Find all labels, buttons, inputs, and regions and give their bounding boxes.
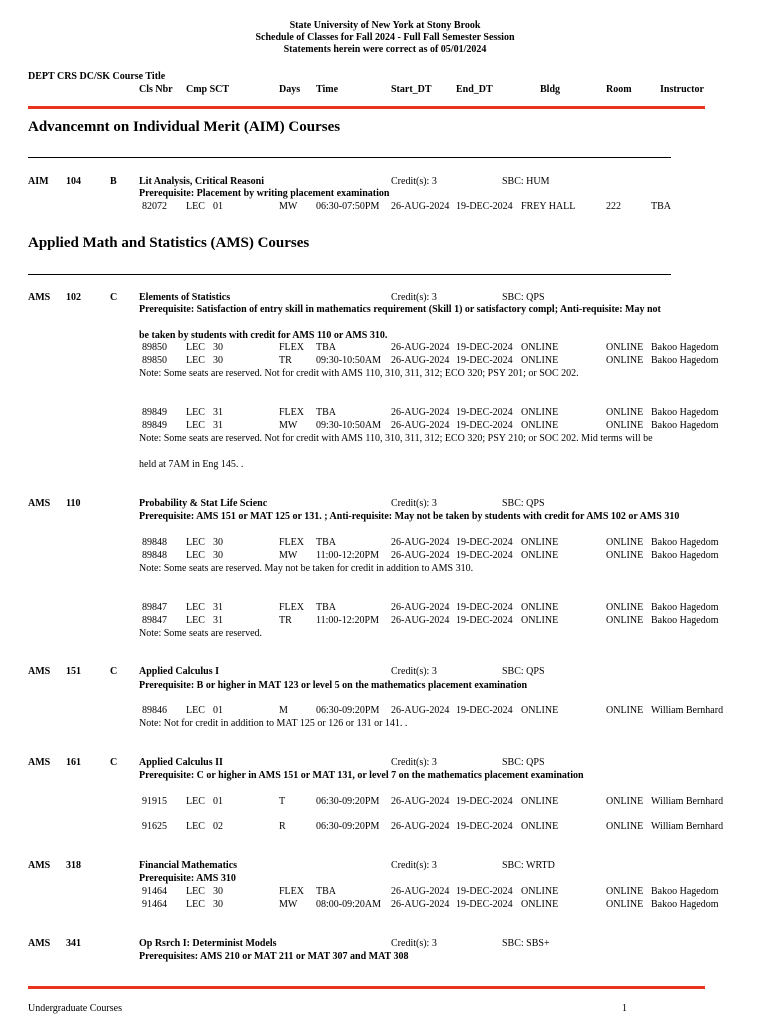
class-sct: 01 — [213, 705, 223, 716]
class-start: 26-AUG-2024 — [391, 550, 450, 561]
col-days: Days — [279, 84, 301, 95]
course-credits: Credit(s): 3 — [391, 938, 437, 949]
class-end: 19-DEC-2024 — [456, 821, 513, 832]
class-start: 26-AUG-2024 — [391, 355, 450, 366]
class-start: 26-AUG-2024 — [391, 407, 450, 418]
course-title: Applied Calculus II — [139, 757, 223, 768]
class-cmp: LEC — [186, 201, 205, 212]
class-nbr: 91464 — [142, 899, 167, 910]
class-room: ONLINE — [606, 550, 644, 561]
class-instructor: Bakoo Hagedom — [651, 420, 719, 431]
class-room: ONLINE — [606, 886, 644, 897]
class-end: 19-DEC-2024 — [456, 705, 513, 716]
class-instructor: Bakoo Hagedom — [651, 886, 719, 897]
footer-label: Undergraduate Courses — [28, 1003, 122, 1014]
class-end: 19-DEC-2024 — [456, 602, 513, 613]
course-dept: AIM — [28, 176, 49, 187]
class-days: FLEX — [279, 342, 304, 353]
col-end: End_DT — [456, 84, 493, 95]
class-time: 09:30-10:50AM — [316, 420, 381, 431]
class-start: 26-AUG-2024 — [391, 886, 450, 897]
course-sbc: SBC: QPS — [502, 292, 545, 303]
class-note: Note: Some seats are reserved. Not for credit with AMS 110, 310, 311, 312; ECO 320; PSY 201; or SOC 202. — [139, 368, 579, 379]
class-sct: 01 — [213, 201, 223, 212]
class-time: TBA — [316, 537, 336, 548]
class-end: 19-DEC-2024 — [456, 355, 513, 366]
course-sbc: SBC: QPS — [502, 498, 545, 509]
course-number: 110 — [66, 498, 81, 509]
class-time: 11:00-12:20PM — [316, 615, 379, 626]
class-room: ONLINE — [606, 821, 644, 832]
class-room: ONLINE — [606, 615, 644, 626]
class-time: 11:00-12:20PM — [316, 550, 379, 561]
class-time: 06:30-09:20PM — [316, 796, 380, 807]
class-nbr: 91915 — [142, 796, 167, 807]
course-sbc: SBC: WRTD — [502, 860, 555, 871]
course-prereq: Prerequisite: AMS 310 — [139, 873, 236, 884]
class-instructor: William Bernhard — [651, 796, 724, 807]
class-room: ONLINE — [606, 355, 644, 366]
class-nbr: 89849 — [142, 420, 167, 431]
col-start: Start_DT — [391, 84, 432, 95]
class-bldg: FREY HALL — [521, 201, 576, 212]
course-number: 102 — [66, 292, 81, 303]
col-bldg: Bldg — [540, 84, 561, 95]
course-sbc: SBC: HUM — [502, 176, 550, 187]
class-end: 19-DEC-2024 — [456, 537, 513, 548]
class-days: T — [279, 796, 286, 807]
class-bldg: ONLINE — [521, 602, 559, 613]
course-number: 161 — [66, 757, 81, 768]
course-number: 151 — [66, 666, 81, 677]
course-dept: AMS — [28, 860, 51, 871]
class-days: MW — [279, 550, 298, 561]
class-end: 19-DEC-2024 — [456, 407, 513, 418]
class-cmp: LEC — [186, 550, 205, 561]
course-dcsk: C — [110, 666, 118, 677]
class-cmp: LEC — [186, 821, 205, 832]
class-days: TR — [279, 355, 292, 366]
class-cmp: LEC — [186, 342, 205, 353]
class-start: 26-AUG-2024 — [391, 615, 450, 626]
section-title-aim: Advancemnt on Individual Merit (AIM) Courses — [28, 119, 341, 135]
class-sct: 31 — [213, 602, 223, 613]
class-start: 26-AUG-2024 — [391, 602, 450, 613]
class-note: Note: Some seats are reserved. Not for credit with AMS 110, 310, 311, 312; ECO 320; PSY 210; or SOC 202. Mid terms will be — [139, 433, 653, 444]
class-nbr: 89847 — [142, 615, 167, 626]
class-instructor: Bakoo Hagedom — [651, 550, 719, 561]
class-end: 19-DEC-2024 — [456, 342, 513, 353]
section-divider — [28, 274, 671, 275]
class-end: 19-DEC-2024 — [456, 201, 513, 212]
course-dept: AMS — [28, 292, 51, 303]
col-cls-nbr: Cls Nbr — [139, 84, 173, 95]
course-prereq: Prerequisite: B or higher in MAT 123 or level 5 on the mathematics placement examination — [139, 680, 528, 691]
class-days: MW — [279, 201, 298, 212]
course-dept: AMS — [28, 757, 51, 768]
class-start: 26-AUG-2024 — [391, 796, 450, 807]
class-instructor: William Bernhard — [651, 705, 724, 716]
course-dept: AMS — [28, 498, 51, 509]
class-bldg: ONLINE — [521, 886, 559, 897]
course-number: 341 — [66, 938, 81, 949]
class-bldg: ONLINE — [521, 899, 559, 910]
course-prereq: Prerequisite: AMS 151 or MAT 125 or 131. ; Anti-requisite: May not be taken by students with credit for AMS 102 or AMS 310 — [139, 511, 680, 522]
course-credits: Credit(s): 3 — [391, 860, 437, 871]
class-cmp: LEC — [186, 355, 205, 366]
class-start: 26-AUG-2024 — [391, 705, 450, 716]
class-room: ONLINE — [606, 537, 644, 548]
class-instructor: Bakoo Hagedom — [651, 407, 719, 418]
class-instructor: Bakoo Hagedom — [651, 602, 719, 613]
class-start: 26-AUG-2024 — [391, 342, 450, 353]
class-sct: 30 — [213, 355, 223, 366]
class-instructor: Bakoo Hagedom — [651, 342, 719, 353]
class-days: MW — [279, 899, 298, 910]
class-nbr: 89850 — [142, 342, 167, 353]
class-bldg: ONLINE — [521, 342, 559, 353]
course-title: Financial Mathematics — [139, 860, 238, 871]
class-cmp: LEC — [186, 537, 205, 548]
class-start: 26-AUG-2024 — [391, 201, 450, 212]
course-title: Op Rsrch I: Determinist Models — [139, 938, 277, 949]
class-bldg: ONLINE — [521, 355, 559, 366]
class-time: 06:30-07:50PM — [316, 201, 380, 212]
class-nbr: 89847 — [142, 602, 167, 613]
course-dcsk: C — [110, 757, 118, 768]
class-nbr: 89848 — [142, 550, 167, 561]
course-dept: AMS — [28, 938, 51, 949]
class-end: 19-DEC-2024 — [456, 899, 513, 910]
class-days: FLEX — [279, 537, 304, 548]
class-sct: 30 — [213, 899, 223, 910]
course-sbc: SBC: SBS+ — [502, 938, 550, 949]
course-credits: Credit(s): 3 — [391, 176, 437, 187]
class-bldg: ONLINE — [521, 537, 559, 548]
course-number: 104 — [66, 176, 81, 187]
class-cmp: LEC — [186, 886, 205, 897]
class-days: FLEX — [279, 602, 304, 613]
col-dept-crs-title: DEPT CRS DC/SK Course Title — [28, 71, 166, 82]
section-title-ams: Applied Math and Statistics (AMS) Courses — [28, 235, 310, 251]
col-room: Room — [606, 84, 632, 95]
doc-statement: Statements herein were correct as of 05/01/2024 — [283, 44, 487, 55]
course-dept: AMS — [28, 666, 51, 677]
class-bldg: ONLINE — [521, 821, 559, 832]
class-days: TR — [279, 615, 292, 626]
class-room: ONLINE — [606, 899, 644, 910]
class-instructor: TBA — [651, 201, 671, 212]
class-cmp: LEC — [186, 796, 205, 807]
class-time: 06:30-09:20PM — [316, 821, 380, 832]
course-sbc: SBC: QPS — [502, 757, 545, 768]
class-start: 26-AUG-2024 — [391, 899, 450, 910]
class-sct: 30 — [213, 886, 223, 897]
class-end: 19-DEC-2024 — [456, 420, 513, 431]
class-room: ONLINE — [606, 602, 644, 613]
class-bldg: ONLINE — [521, 407, 559, 418]
class-nbr: 82072 — [142, 201, 167, 212]
class-sct: 01 — [213, 796, 223, 807]
class-sct: 31 — [213, 615, 223, 626]
page-number: 1 — [622, 1003, 627, 1014]
col-instructor: Instructor — [660, 84, 704, 95]
course-credits: Credit(s): 3 — [391, 498, 437, 509]
class-cmp: LEC — [186, 420, 205, 431]
class-start: 26-AUG-2024 — [391, 420, 450, 431]
class-bldg: ONLINE — [521, 796, 559, 807]
class-sct: 31 — [213, 420, 223, 431]
class-bldg: ONLINE — [521, 550, 559, 561]
class-days: R — [279, 821, 286, 832]
class-sct: 02 — [213, 821, 223, 832]
class-note-cont: held at 7AM in Eng 145. . — [139, 459, 244, 470]
course-title: Probability & Stat Life Scienc — [139, 498, 268, 509]
course-title: Lit Analysis, Critical Reasoni — [139, 176, 265, 187]
course-dcsk: B — [110, 176, 117, 187]
course-number: 318 — [66, 860, 81, 871]
class-note: Note: Not for credit in addition to MAT 125 or 126 or 131 or 141. . — [139, 718, 408, 729]
course-credits: Credit(s): 3 — [391, 757, 437, 768]
course-title: Applied Calculus I — [139, 666, 220, 677]
course-credits: Credit(s): 3 — [391, 292, 437, 303]
class-bldg: ONLINE — [521, 705, 559, 716]
class-time: TBA — [316, 407, 336, 418]
course-sbc: SBC: QPS — [502, 666, 545, 677]
course-prereq-cont: be taken by students with credit for AMS 110 or AMS 310. — [139, 330, 388, 341]
class-instructor: William Bernhard — [651, 821, 724, 832]
class-cmp: LEC — [186, 615, 205, 626]
class-nbr: 89850 — [142, 355, 167, 366]
class-nbr: 91464 — [142, 886, 167, 897]
class-instructor: Bakoo Hagedom — [651, 355, 719, 366]
class-time: TBA — [316, 886, 336, 897]
class-sct: 31 — [213, 407, 223, 418]
class-end: 19-DEC-2024 — [456, 886, 513, 897]
class-room: ONLINE — [606, 420, 644, 431]
col-cmp-sct: Cmp SCT — [186, 84, 230, 95]
class-room: ONLINE — [606, 342, 644, 353]
class-note: Note: Some seats are reserved. — [139, 628, 263, 639]
class-time: TBA — [316, 602, 336, 613]
class-time: 08:00-09:20AM — [316, 899, 381, 910]
class-time: TBA — [316, 342, 336, 353]
class-cmp: LEC — [186, 407, 205, 418]
section-divider — [28, 157, 671, 158]
class-cmp: LEC — [186, 899, 205, 910]
class-sct: 30 — [213, 550, 223, 561]
course-credits: Credit(s): 3 — [391, 666, 437, 677]
class-end: 19-DEC-2024 — [456, 550, 513, 561]
header-rule — [28, 106, 705, 109]
class-days: FLEX — [279, 407, 304, 418]
col-time: Time — [316, 84, 339, 95]
class-cmp: LEC — [186, 705, 205, 716]
class-time: 09:30-10:50AM — [316, 355, 381, 366]
class-room: ONLINE — [606, 705, 644, 716]
doc-title: State University of New York at Stony Brook — [289, 20, 481, 31]
class-days: MW — [279, 420, 298, 431]
class-nbr: 89846 — [142, 705, 167, 716]
class-nbr: 89848 — [142, 537, 167, 548]
class-nbr: 91625 — [142, 821, 167, 832]
class-days: M — [279, 705, 288, 716]
course-prereq: Prerequisite: C or higher in AMS 151 or MAT 131, or level 7 on the mathematics placement examination — [139, 770, 584, 781]
class-instructor: Bakoo Hagedom — [651, 537, 719, 548]
doc-subtitle: Schedule of Classes for Fall 2024 - Full Fall Semester Session — [255, 32, 515, 43]
class-cmp: LEC — [186, 602, 205, 613]
class-room: ONLINE — [606, 796, 644, 807]
class-bldg: ONLINE — [521, 420, 559, 431]
footer-rule — [28, 986, 705, 989]
course-title: Elements of Statistics — [139, 292, 231, 303]
course-dcsk: C — [110, 292, 118, 303]
class-note: Note: Some seats are reserved. May not be taken for credit in addition to AMS 310. — [139, 563, 474, 574]
class-time: 06:30-09:20PM — [316, 705, 380, 716]
class-room: ONLINE — [606, 407, 644, 418]
course-prereq: Prerequisite: Satisfaction of entry skill in mathematics requirement (Skill 1) or satisfactory compl; Anti-requisite: May not — [139, 304, 661, 315]
class-nbr: 89849 — [142, 407, 167, 418]
class-instructor: Bakoo Hagedom — [651, 899, 719, 910]
class-end: 19-DEC-2024 — [456, 615, 513, 626]
class-sct: 30 — [213, 537, 223, 548]
course-prereq: Prerequisite: Placement by writing placement examination — [139, 188, 390, 199]
class-room: 222 — [606, 201, 621, 212]
class-end: 19-DEC-2024 — [456, 796, 513, 807]
course-prereq: Prerequisites: AMS 210 or MAT 211 or MAT 307 and MAT 308 — [139, 951, 409, 962]
class-start: 26-AUG-2024 — [391, 537, 450, 548]
class-instructor: Bakoo Hagedom — [651, 615, 719, 626]
class-bldg: ONLINE — [521, 615, 559, 626]
class-start: 26-AUG-2024 — [391, 821, 450, 832]
class-sct: 30 — [213, 342, 223, 353]
class-days: FLEX — [279, 886, 304, 897]
